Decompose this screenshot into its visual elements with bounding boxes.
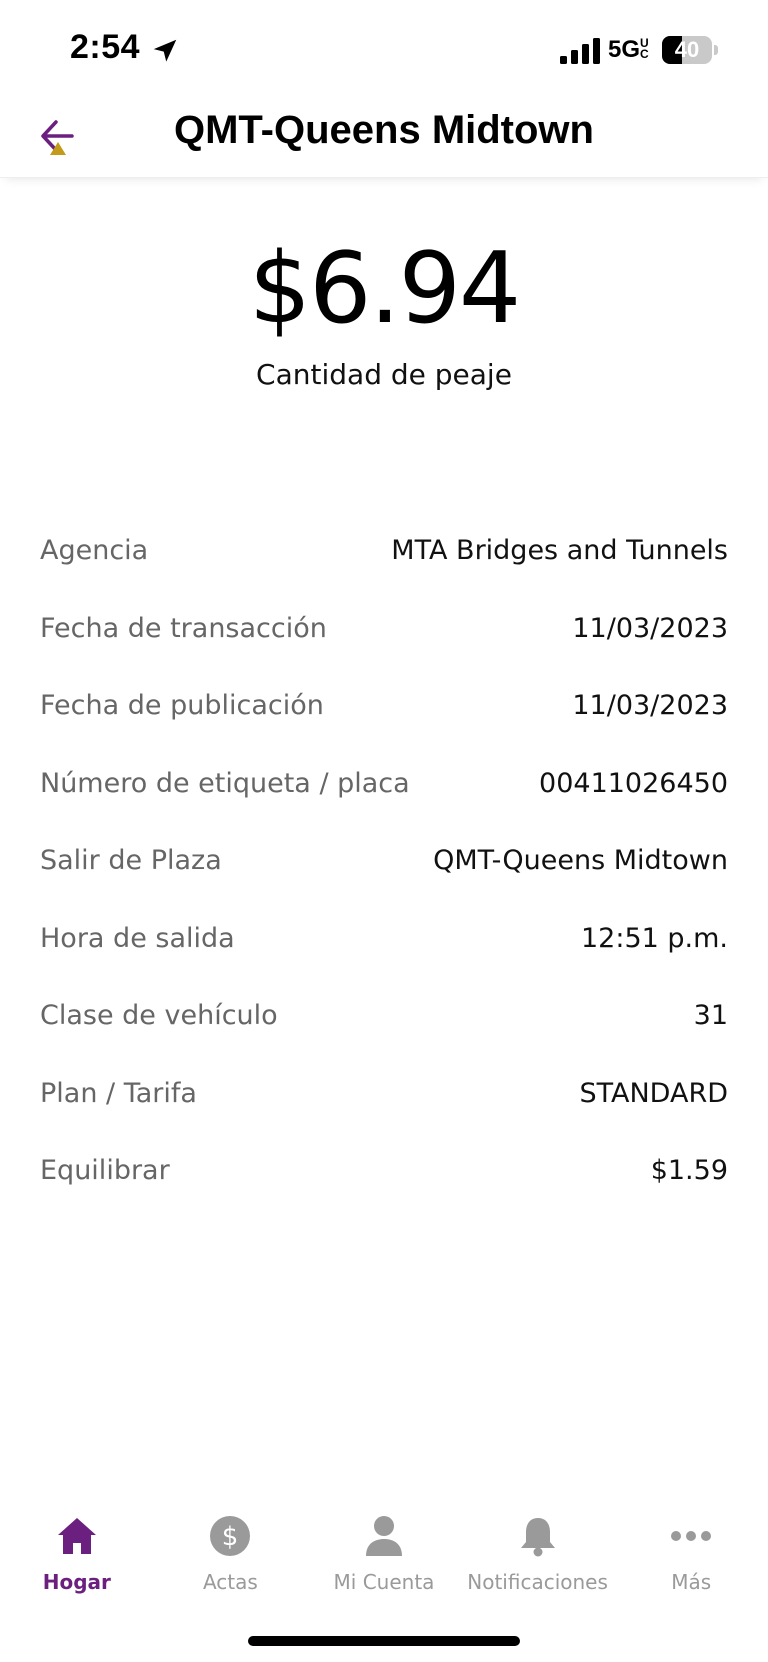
detail-label: Hora de salida — [40, 922, 235, 954]
nav-label: Más — [671, 1570, 712, 1594]
detail-row-tag-plate — [40, 768, 728, 846]
nav-label: Notificaciones — [467, 1570, 608, 1594]
detail-value: STANDARD — [579, 1077, 728, 1109]
status-time: 2:54 — [70, 28, 141, 66]
cellular-signal-icon — [560, 38, 602, 64]
detail-label: Plan / Tarifa — [40, 1077, 197, 1109]
battery-level: 40 — [674, 37, 700, 62]
detail-row-posting-date — [40, 690, 728, 768]
detail-value: 00411026450 — [539, 767, 728, 799]
detail-value: MTA Bridges and Tunnels — [391, 535, 728, 566]
nav-label: Actas — [202, 1570, 258, 1594]
battery-cap — [714, 45, 718, 55]
bell-icon — [516, 1514, 560, 1558]
location-arrow-icon — [150, 36, 180, 66]
svg-text:$: $ — [222, 1522, 239, 1552]
transaction-details — [40, 535, 728, 1233]
nav-item-notifications[interactable] — [461, 1500, 615, 1610]
detail-value: $1.59 — [650, 1155, 728, 1186]
nav-item-statements[interactable] — [154, 1500, 308, 1610]
dollar-icon — [208, 1514, 252, 1558]
nav-item-more[interactable] — [614, 1500, 768, 1610]
detail-value: 31 — [693, 1000, 728, 1031]
nav-item-home[interactable] — [0, 1500, 154, 1610]
detail-value: 11/03/2023 — [572, 690, 728, 721]
detail-value: 11/03/2023 — [572, 612, 728, 644]
page-title: QMT-Queens Midtown — [174, 108, 594, 152]
more-icon — [669, 1514, 713, 1558]
detail-label: Clase de vehículo — [40, 1000, 278, 1031]
detail-label: Salir de Plaza — [40, 845, 222, 876]
detail-row-plan-rate — [40, 1078, 728, 1156]
toll-amount: $6.94 — [248, 232, 520, 346]
detail-label: Fecha de publicación — [40, 690, 324, 721]
home-indicator[interactable] — [248, 1636, 520, 1646]
detail-label: Número de etiqueta / placa — [40, 767, 410, 799]
detail-label: Fecha de transacción — [40, 612, 327, 644]
nav-label: Hogar — [42, 1570, 111, 1594]
network-suffix: UC — [640, 36, 649, 61]
detail-label: Equilibrar — [40, 1155, 170, 1186]
detail-row-balance — [40, 1155, 728, 1233]
nav-label: Mi Cuenta — [333, 1570, 435, 1594]
header — [0, 90, 768, 178]
user-icon — [362, 1514, 406, 1558]
detail-value: 12:51 p.m. — [581, 922, 728, 954]
detail-row-exit-plaza — [40, 845, 728, 923]
detail-label: Agencia — [40, 535, 149, 566]
bottom-nav — [0, 1500, 768, 1610]
detail-value: QMT-Queens Midtown — [433, 845, 728, 876]
network-label: 5GUC — [608, 36, 652, 64]
nav-item-account[interactable] — [307, 1500, 461, 1610]
detail-row-transaction-date — [40, 613, 728, 691]
detail-row-vehicle-class — [40, 1000, 728, 1078]
home-icon — [55, 1514, 99, 1558]
toll-amount-caption: Cantidad de peaje — [256, 358, 512, 391]
detail-row-exit-time — [40, 923, 728, 1001]
detail-row-agency — [40, 535, 728, 613]
status-bar — [0, 0, 768, 90]
battery-icon — [662, 36, 712, 64]
